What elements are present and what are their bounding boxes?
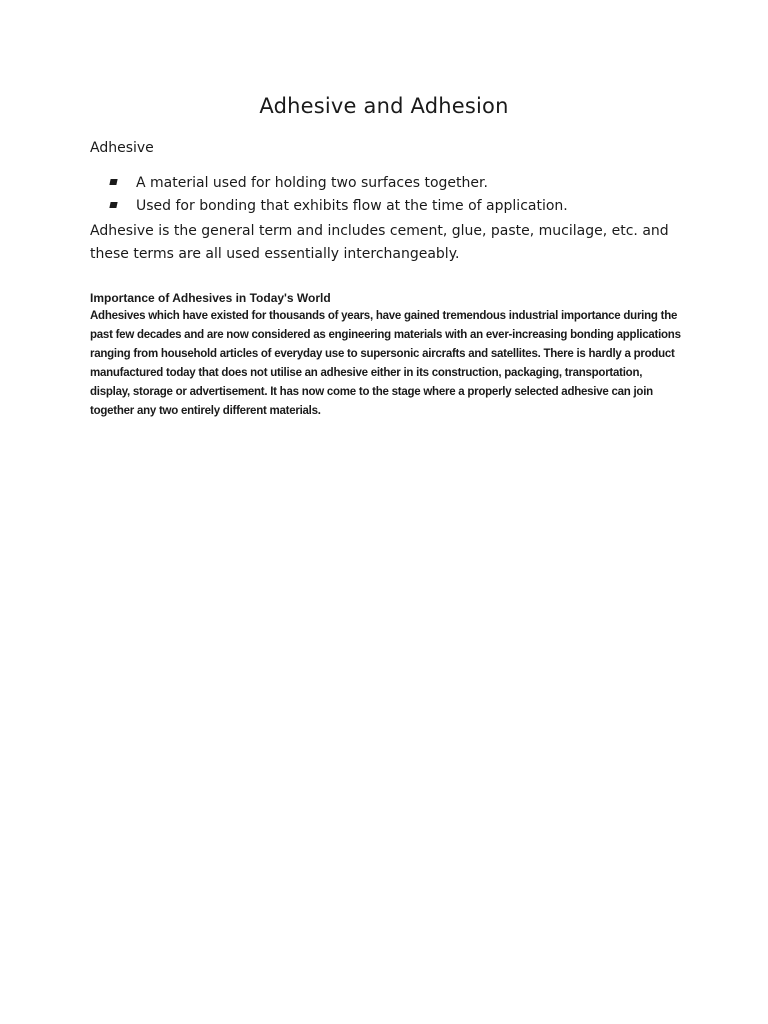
bullet-icon [109, 179, 117, 185]
document-title: Adhesive and Adhesion [259, 94, 509, 118]
bullet-text: A material used for holding two surfaces together. [136, 175, 488, 191]
definition-paragraph: Adhesive is the general term and includes cement, glue, paste, mucilage, etc. and these terms are all used essentially interchangeably. [90, 223, 669, 262]
list-item [110, 173, 568, 196]
definition-bullet-list [110, 173, 568, 219]
importance-heading: Importance of Adhesives in Today's World [90, 291, 331, 305]
list-item [110, 196, 568, 219]
bullet-icon [109, 202, 117, 208]
section-label: Adhesive [90, 140, 154, 156]
importance-paragraph: Adhesives which have existed for thousands of years, have gained tremendous industrial importance during the past few decades and are now considered as engineering materials with an ever-increasing bonding applications ranging from household articles of everyday use to supersonic aircrafts and satellites. There is hardly a product manufactured today that does not utilise an adhesive either in its construction, packaging, transportation, display, storage or advertisement. It has now come to the stage where a properly selected adhesive can join together any two entirely different materials. [90, 310, 681, 417]
bullet-text: Used for bonding that exhibits flow at the time of application. [136, 198, 568, 214]
